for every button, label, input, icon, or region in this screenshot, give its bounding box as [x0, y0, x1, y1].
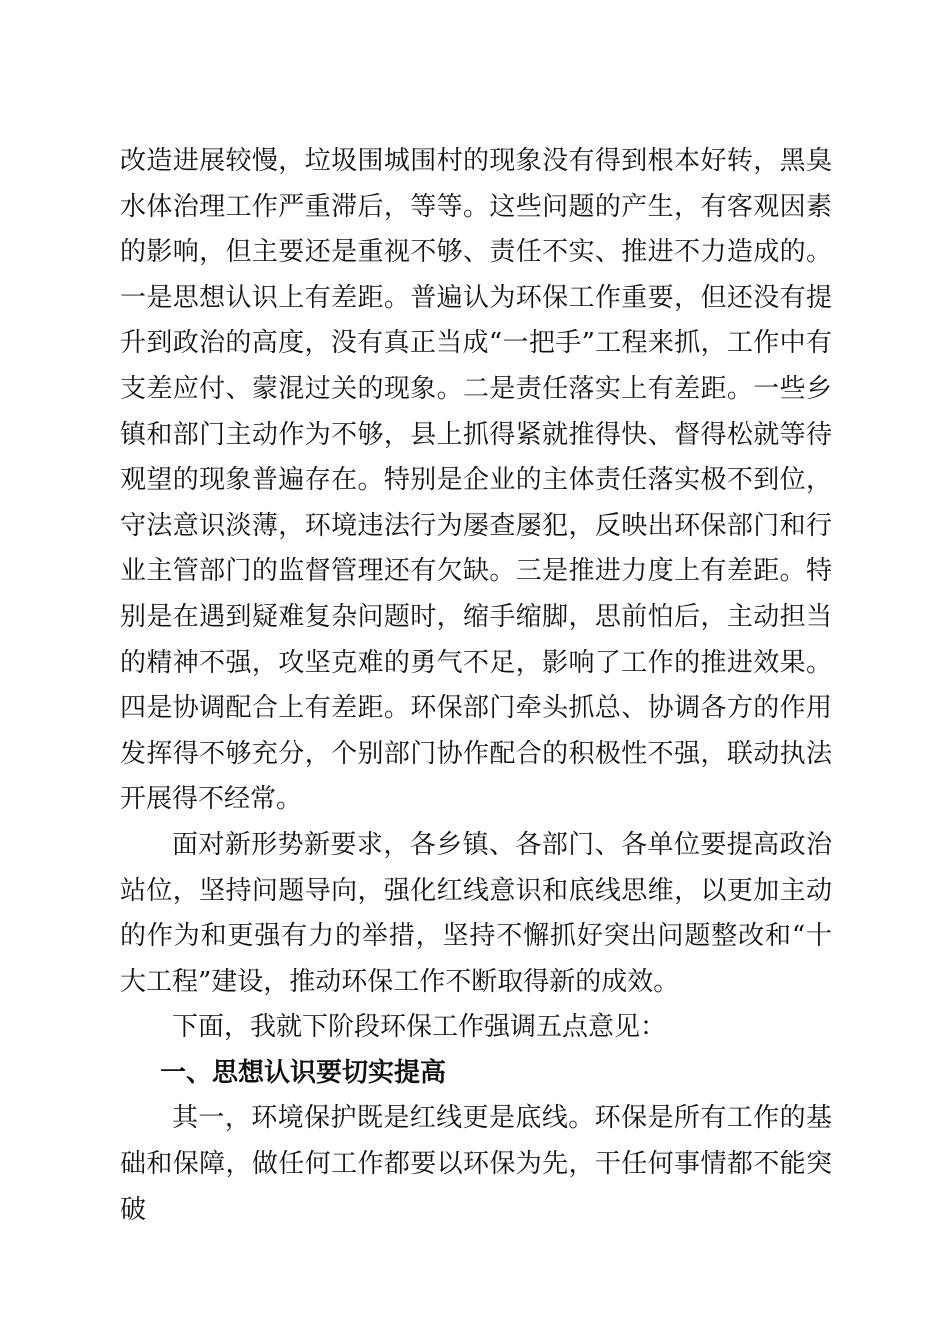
paragraph-point-one: 其一，环境保护既是红线更是底线。环保是所有工作的基础和保障，做任何工作都要以环保为先，干任何事情都不能突破 [120, 1103, 832, 1225]
section-heading: 一、思想认识要切实提高 [160, 1057, 447, 1088]
paragraph-intro-five-points: 下面，我就下阶段环保工作强调五点意见： [172, 1012, 667, 1043]
document-body [120, 139, 832, 1233]
paragraph-new-requirements: 面对新形势新要求，各乡镇、各部门、各单位要提高政治站位，坚持问题导向，强化红线意识和底线思维，以更加主动的作为和更强有力的举措，坚持不懈抓好突出问题整改和“十大工程”建设，推动环保工作不断取得新的成效。 [120, 829, 832, 997]
paragraph-problems-analysis: 改造进展较慢，垃圾围城围村的现象没有得到根本好转，黑臭水体治理工作严重滞后，等等。这些问题的产生，有客观因素的影响，但主要还是重视不够、责任不实、推进不力造成的。一是思想认识上有差距。普遍认为环保工作重要，但还没有提升到政治的高度，没有真正当成“一把手”工程来抓，工作中有支差应付、蒙混过关的现象。二是责任落实上有差距。一些乡镇和部门主动作为不够，县上抓得紧就推得快、督得松就等待观望的现象普遍存在。特别是企业的主体责任落实极不到位，守法意识淡薄，环境违法行为屡查屡犯，反映出环保部门和行业主管部门的监督管理还有欠缺。三是推进力度上有差距。特别是在遇到疑难复杂问题时，缩手缩脚，思前怕后，主动担当的精神不强，攻坚克难的勇气不足，影响了工作的推进效果。四是协调配合上有差距。环保部门牵头抓总、协调各方的作用发挥得不够充分，个别部门协作配合的积极性不强，联动执法开展得不经常。 [120, 146, 832, 815]
